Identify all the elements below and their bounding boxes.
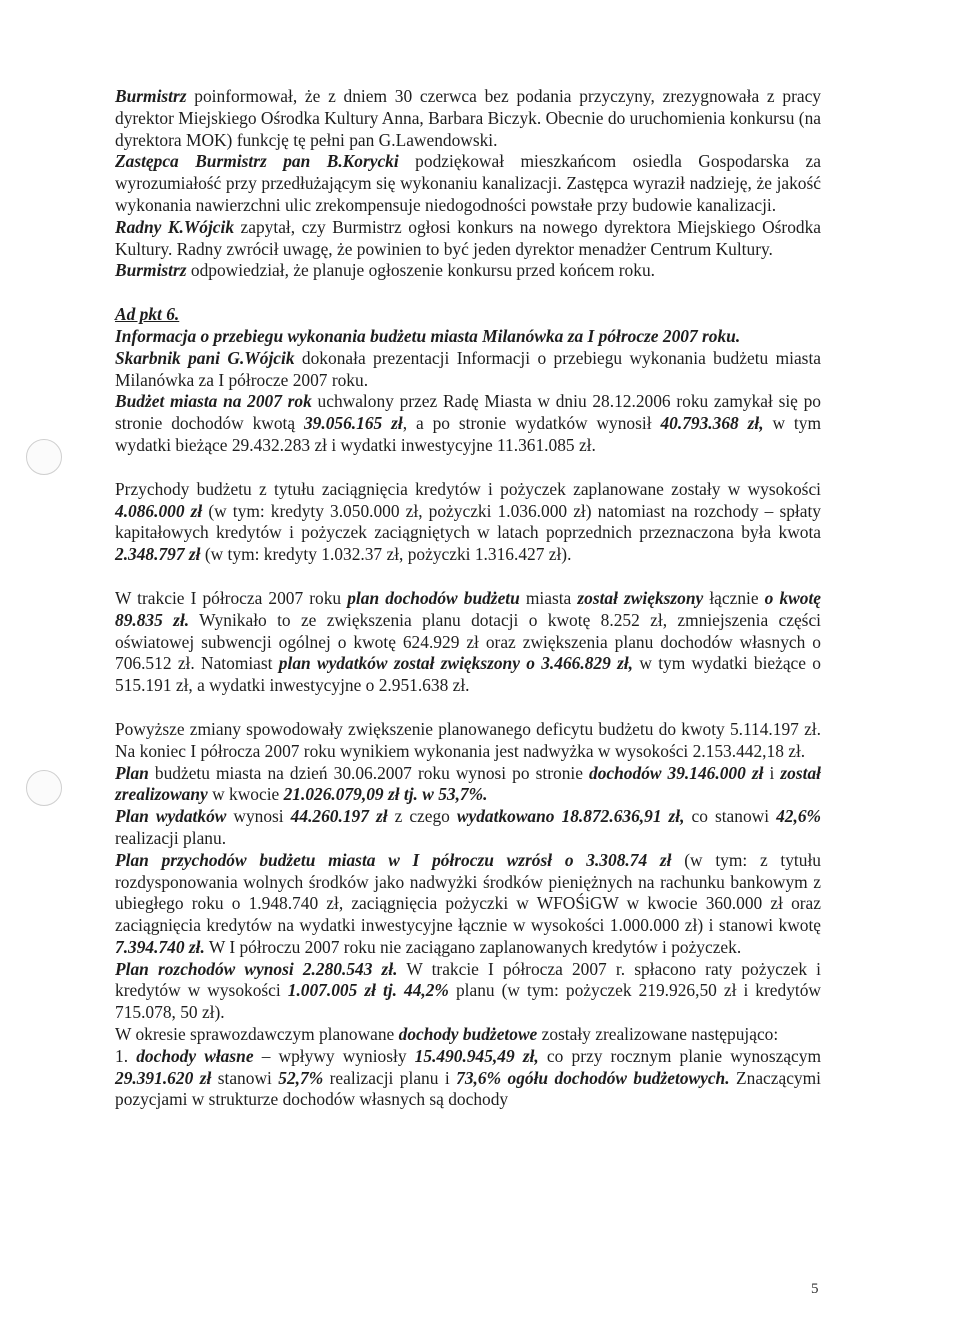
- emphasized-text: 39.056.165 zł: [303, 413, 403, 434]
- text-run: stanowi: [211, 1067, 279, 1088]
- text-run: co stanowi: [684, 806, 777, 827]
- text-run: 1.: [115, 1045, 137, 1066]
- text-run: wynosi: [226, 806, 291, 827]
- emphasized-text: Budżet miasta na 2007 rok: [115, 391, 312, 412]
- emphasized-text: 42,6%: [776, 806, 822, 827]
- text-run: W okresie sprawozdawczym planowane: [115, 1024, 399, 1045]
- text-run: poinformował, że z dniem 30 czerwca bez podania przyczyny, zrezygnowała z pracy dyrektor Miejskiego Ośrodka Kultury Anna, Barbara Biczyk. Obecnie do uruchomienia konkursu (na dyrektora MOK) funkcję tę pełni pan G.Lawendowski.: [115, 86, 821, 150]
- text-run: miasta: [519, 587, 578, 608]
- paragraph-przychody: [115, 479, 821, 566]
- emphasized-text: Plan przychodów budżetu miasta w I półroczu wzrósł o 3.308.74 zł: [115, 849, 672, 870]
- paragraph-radny-wojcik: [115, 217, 821, 261]
- text-run: W trakcie I półrocza 2007 r. spłacono raty pożyczek i kredytów w wysokości: [115, 958, 821, 1001]
- text-run: Znaczącymi pozycjami w strukturze dochodów własnych są dochody: [115, 1067, 821, 1110]
- emphasized-text: 44.260.197 zł: [290, 806, 388, 827]
- binder-hole-upper: [26, 439, 62, 475]
- emphasized-text: 4.086.000 zł: [115, 500, 203, 521]
- emphasized-text: dochody własne: [136, 1045, 254, 1066]
- agenda-item-title: [115, 326, 821, 348]
- emphasized-text: 2.348.797 zł: [115, 544, 201, 565]
- emphasized-text: Burmistrz: [115, 260, 187, 281]
- emphasized-text: został zrealizowany: [115, 762, 821, 805]
- emphasized-text: Plan wydatków: [115, 806, 227, 827]
- text-run: Wynikało to ze zwiększenia planu dotacji o kwotę 8.252 zł, zmniejszenia części oświatowej subwencji ogólnej o kwotę 624.929 zł oraz zwiększenia planu dochodów własnych o 706.512 zł. Natomiast: [115, 609, 822, 674]
- text-run: budżetu miasta na dzień 30.06.2007 roku wynosi po stronie: [148, 762, 590, 783]
- text-run: (w tym: z tytułu rozdysponowania wolnych środków jako nadwyżki środków pieniężnych na rachunku bankowym z ubiegłego roku o 1.948.740 zł, zaciągnięcia pożyczki w WFOŚiGW w kwocie 360.000 zł oraz zaciągnięcia kredytów na wydatki inwestycyjne łącznie w wysokości 1.000.000 zł) i stanowi kwotę: [115, 849, 821, 936]
- paragraph-deficit: [115, 719, 821, 763]
- text-run: realizacji planu i: [323, 1067, 457, 1088]
- paragraph-plan-changes: [115, 588, 821, 697]
- text-run: uchwalony przez Radę Miasta w dniu 28.12.2006 roku zamykał się po stronie dochodów kwotą: [115, 391, 821, 434]
- paragraph-plan-dochodow: [115, 763, 821, 807]
- emphasized-text: 7.394.740 zł.: [115, 936, 205, 957]
- text-run: odpowiedział, że planuje ogłoszenie konkursu przed końcem roku.: [186, 260, 655, 281]
- emphasized-text: 52,7%: [278, 1067, 324, 1088]
- emphasized-text: 29.391.620 zł: [115, 1067, 212, 1088]
- text-run: podziękował mieszkańcom osiedla Gospodarska za wyrozumiałość przy przedłużającym się wykonaniu kanalizacji. Zastępca wyraził nadzieję, że jakość wykonania nawierzchni ulic zrekompensuje niedogodności powstałe przy budowie kanalizacji.: [115, 151, 821, 215]
- emphasized-text: Informacja o przebiegu wykonania budżetu miasta Milanówka za I półrocze 2007 roku.: [115, 325, 741, 346]
- emphasized-text: Zastępca Burmistrz pan B.Korycki: [115, 151, 399, 172]
- text-run: łącznie: [703, 587, 765, 608]
- text-run: co przy rocznym planie wynoszącym: [538, 1045, 821, 1066]
- text-run: Przychody budżetu z tytułu zaciągnięcia kredytów i pożyczek zaplanowane zostały w wysokości: [115, 478, 821, 499]
- paragraph-budget-2007: [115, 391, 821, 456]
- emphasized-text: został zwiększony: [577, 587, 704, 608]
- text-run: zostały zrealizowane następująco:: [537, 1024, 779, 1045]
- emphasized-text: Plan: [115, 762, 149, 783]
- emphasized-text: Ad pkt 6.: [115, 304, 180, 325]
- paragraph-own-income: [115, 1046, 821, 1111]
- emphasized-text: 1.007.005 zł tj. 44,2%: [287, 980, 449, 1001]
- text-run: realizacji planu.: [115, 827, 227, 848]
- emphasized-text: dochodów 39.146.000 zł: [589, 762, 764, 783]
- text-run: i: [763, 762, 781, 783]
- text-run: (w tym: kredyty 1.032.37 zł, pożyczki 1.316.427 zł).: [200, 544, 572, 565]
- paragraph-reporting-period: [115, 1024, 821, 1046]
- text-run: W trakcie I półrocza 2007 roku: [115, 587, 348, 608]
- paragraph-burmistrz-info: [115, 86, 821, 151]
- paragraph-plan-wydatkow: [115, 806, 821, 850]
- emphasized-text: 21.026.079,09 zł tj. w 53,7%.: [283, 784, 488, 805]
- text-run: w kwocie: [207, 784, 284, 805]
- binder-hole-lower: [26, 770, 62, 806]
- emphasized-text: Skarbnik pani G.Wójcik: [115, 347, 295, 368]
- emphasized-text: plan dochodów budżetu: [347, 587, 520, 608]
- text-run: w tym wydatki bieżące 29.432.283 zł i wydatki inwestycyjne 11.361.085 zł.: [115, 413, 821, 455]
- emphasized-text: 73,6% ogółu dochodów budżetowych.: [456, 1067, 730, 1088]
- text-run: (w tym: kredyty 3.050.000 zł, pożyczki 1.036.000 zł) natomiast na rozchody – spłaty kapitałowych kredytów i pożyczek zaciągniętych w latach poprzednich przeznaczona była kwota: [115, 500, 821, 543]
- paragraph-skarbnik: [115, 348, 821, 392]
- paragraph-zastepca: [115, 151, 821, 216]
- text-run: zapytał, czy Burmistrz ogłosi konkurs na nowego dyrektora Miejskiego Ośrodka Kultury. Radny zwrócił uwagę, że powinien to być jeden dyrektor menadżer Centrum Kultury.: [115, 216, 821, 259]
- agenda-item-heading: [115, 304, 821, 326]
- emphasized-text: Radny K.Wójcik: [115, 216, 235, 237]
- text-run: z czego: [387, 806, 457, 827]
- emphasized-text: wydatkowano 18.872.636,91 zł,: [456, 806, 685, 827]
- page-number: 5: [811, 1281, 819, 1297]
- emphasized-text: 40.793.368 zł,: [660, 413, 764, 434]
- paragraph-plan-rozchodow: [115, 959, 821, 1024]
- text-run: , a po stronie wydatków wynosił: [402, 413, 661, 434]
- emphasized-text: plan wydatków został zwiększony o 3.466.829 zł,: [278, 653, 634, 674]
- text-run: dokonała prezentacji Informacji o przebiegu wykonania budżetu miasta Milanówka za I półrocze 2007 roku.: [115, 347, 821, 390]
- text-run: – wpływy wyniosły: [253, 1045, 415, 1066]
- text-run: Powyższe zmiany spowodowały zwiększenie planowanego deficytu budżetu do kwoty 5.114.197 zł. Na koniec I półrocza 2007 roku wynikiem wykonania jest nadwyżka w wysokości 2.153.442,18 zł.: [115, 718, 821, 761]
- emphasized-text: o kwotę 89.835 zł.: [115, 587, 821, 630]
- text-run: W I półroczu 2007 roku nie zaciągano zaplanowanych kredytów i pożyczek.: [204, 936, 742, 957]
- paragraph-burmistrz-reply: [115, 260, 821, 282]
- paragraph-plan-przychodow: [115, 850, 821, 959]
- text-run: planu (w tym: pożyczek 219.926,50 zł i kredytów 715.078, 50 zł).: [115, 980, 821, 1023]
- emphasized-text: Plan rozchodów wynosi 2.280.543 zł.: [115, 958, 398, 979]
- text-run: w tym wydatki bieżące o 515.191 zł, a wydatki inwestycyjne o 2.951.638 zł.: [115, 653, 821, 696]
- emphasized-text: dochody budżetowe: [398, 1024, 538, 1045]
- emphasized-text: 15.490.945,49 zł,: [414, 1045, 539, 1066]
- emphasized-text: Burmistrz: [115, 86, 187, 106]
- document-body: [115, 86, 821, 1111]
